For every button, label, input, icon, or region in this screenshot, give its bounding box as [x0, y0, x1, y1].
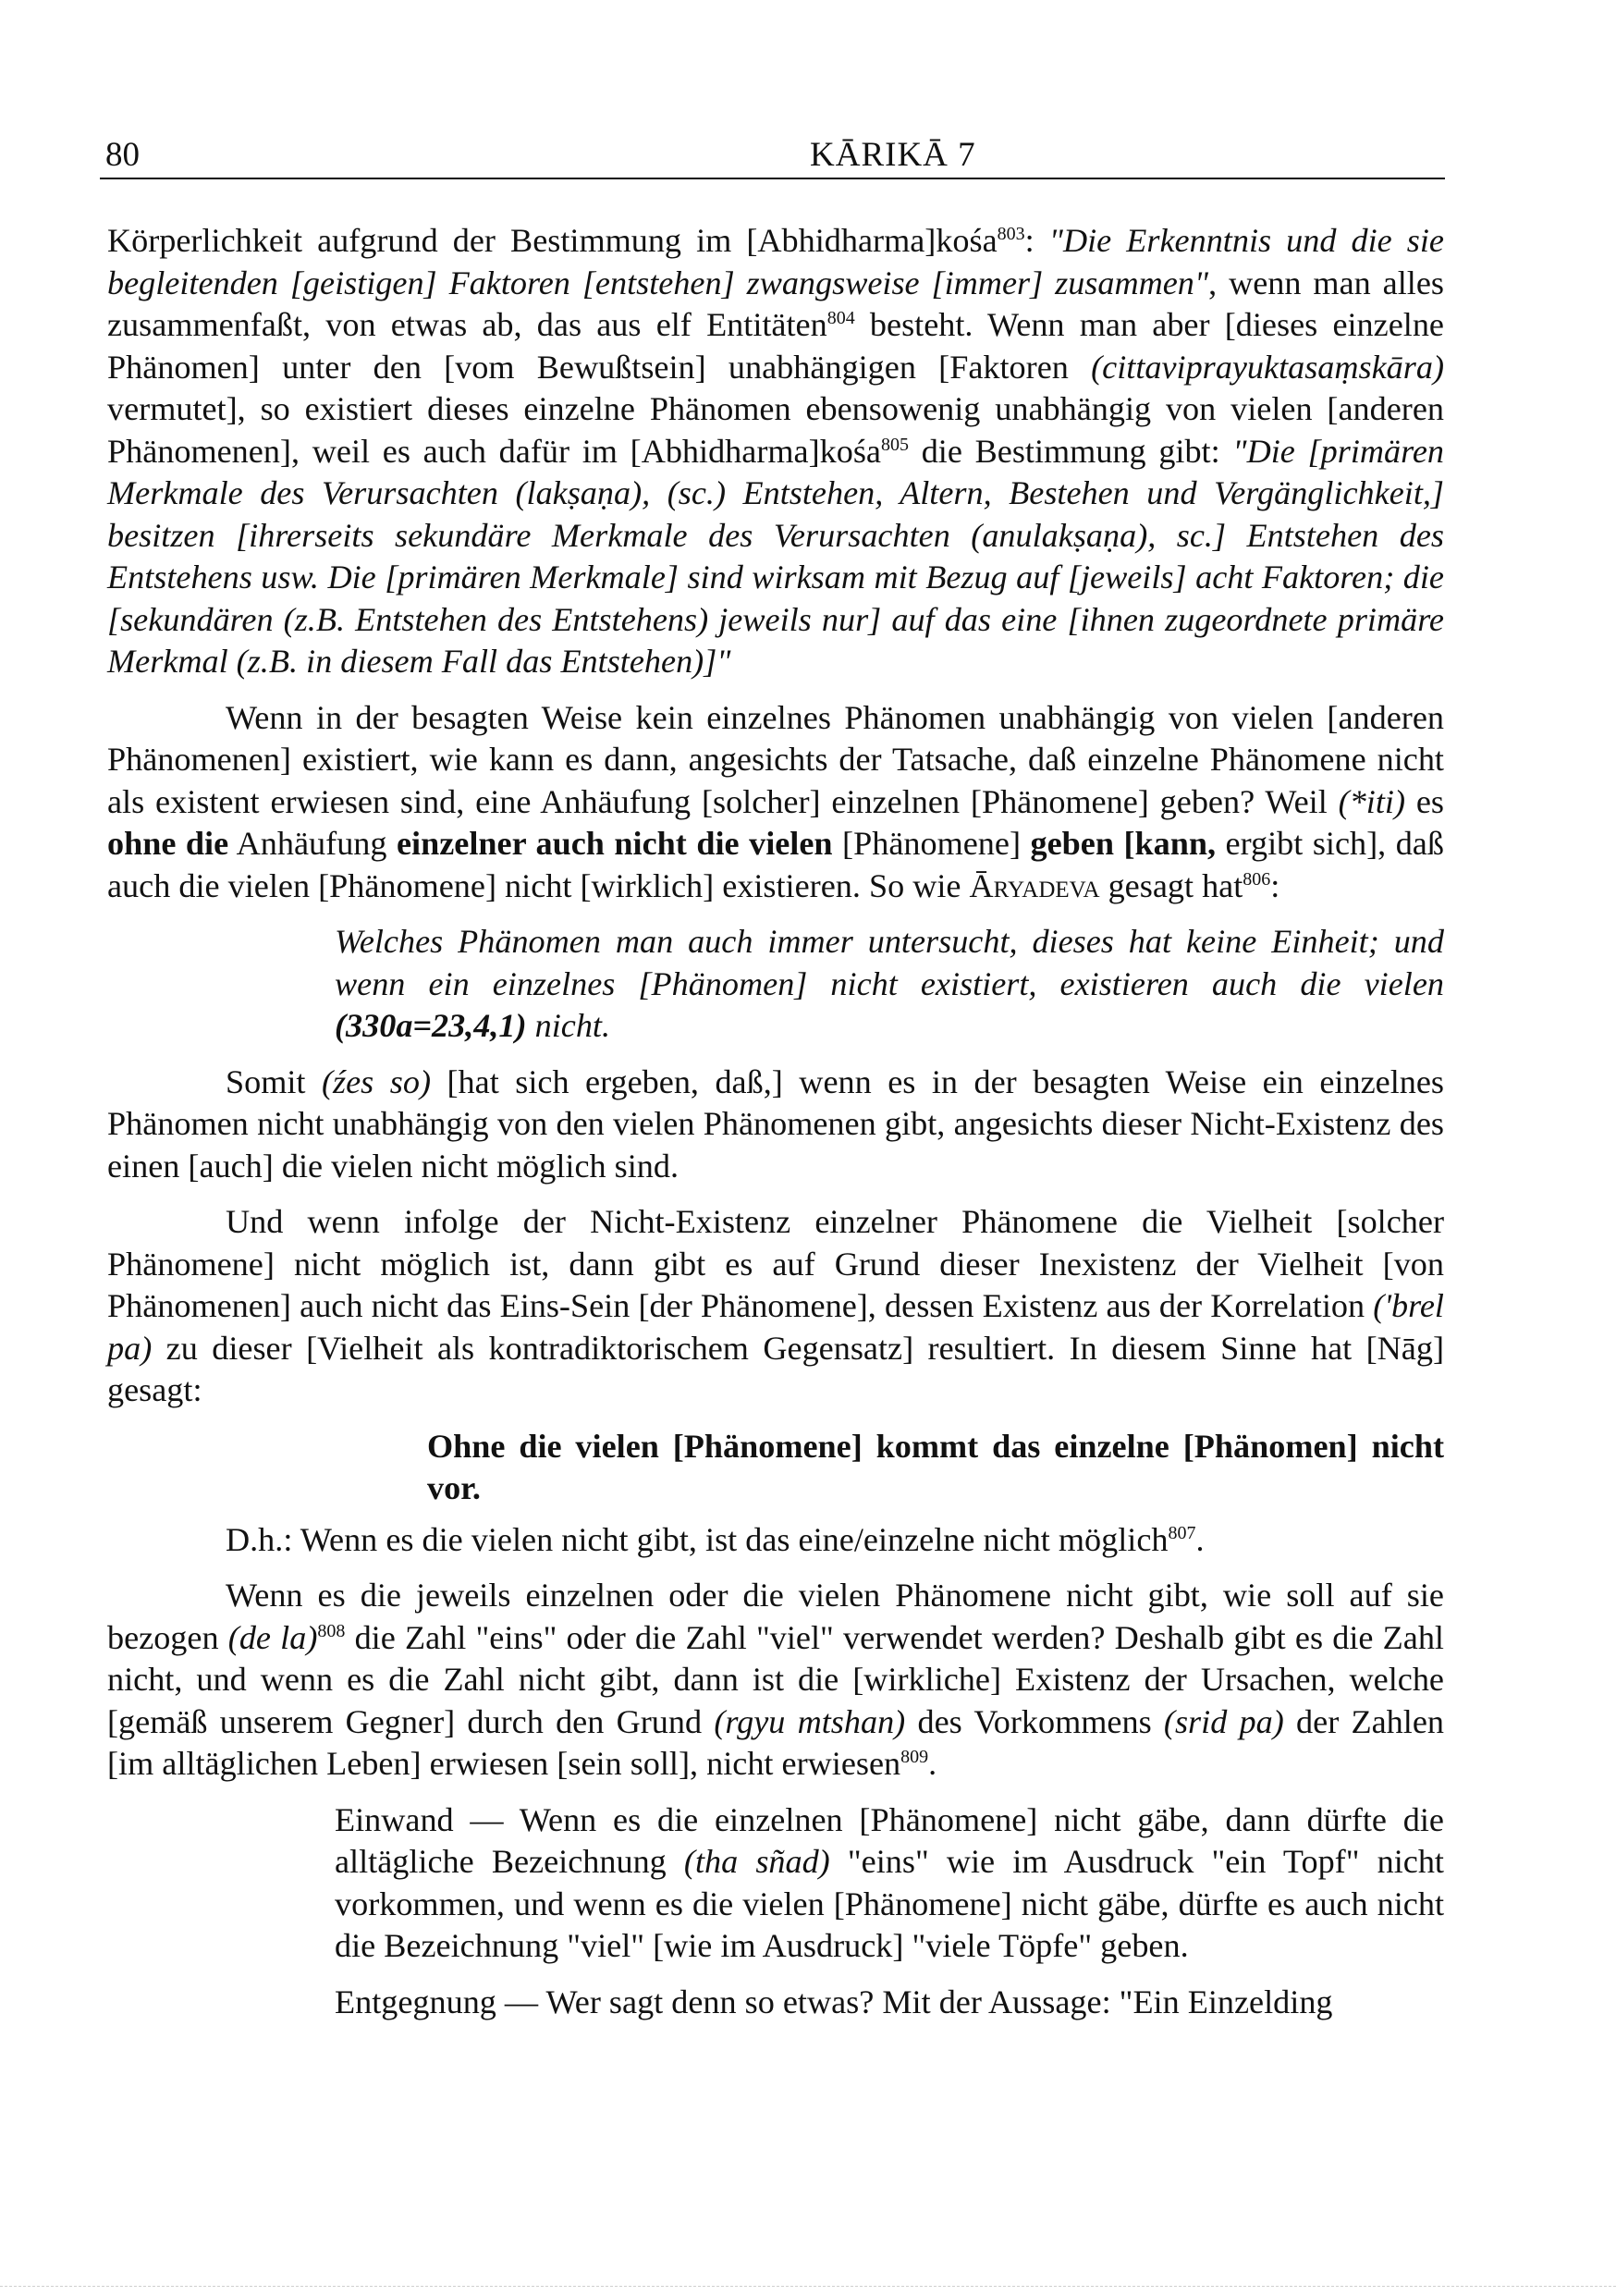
text-segment: (330a=23,4,1)	[335, 1007, 527, 1044]
text-segment: Welches Phänomen man auch immer untersucht, dieses hat keine Einheit; und wenn ein einzelnes [Phänomen] nicht existiert, existieren auch die vielen	[335, 923, 1444, 1002]
text-segment: die Zahl "eins" oder die Zahl "viel" verwendet werden? Deshalb gibt es die Zahl nicht, und wenn es die Zahl nicht gibt, dann ist die [wirkliche] Existenz der Ursachen, welche [gemäß unserem Gegner] durch den Grund	[107, 1618, 1444, 1740]
text-segment: besteht. Wenn man aber [dieses einzelne Phänomen] unter den [vom Bewußtsein] unabhängigen [Faktoren	[107, 306, 1444, 386]
text-segment: Anhäufung	[228, 825, 397, 862]
text-segment: einzelner auch nicht die vielen	[396, 825, 833, 862]
footnote-ref: 807	[1168, 1522, 1196, 1543]
text-segment: zu dieser [Vielheit als kontradiktorischem Gegensatz] resultiert. In diesem Sinne hat [Nāg] gesagt:	[107, 1329, 1444, 1408]
text-segment: :	[1270, 866, 1280, 904]
text-segment: (cittaviprayuktasaṃskāra)	[1091, 348, 1444, 386]
text-segment: Wenn in der besagten Weise kein einzelnes Phänomen unabhängig von vielen [anderen Phänomenen] existiert, wie kann es dann, angesichts der Tatsache, daß einzelne Phänomene nicht als existent erwiesen sind, eine Anhäufung [solcher] einzelnen [Phänomene] geben? Weil	[107, 698, 1444, 820]
paragraph	[107, 1062, 1444, 1188]
paragraph	[107, 1575, 1444, 1786]
objection-paragraph	[335, 1799, 1444, 1968]
text-segment: (źes so)	[321, 1062, 431, 1100]
footnote-ref: 806	[1243, 868, 1271, 890]
text-segment: gesagt hat	[1099, 866, 1243, 904]
text-segment: (rgyu mtshan)	[714, 1702, 906, 1740]
text-segment: vermutet], so existiert dieses einzelne Phänomen ebensowenig unabhängig von vielen [anderen Phänomenen], weil es auch dafür im [Abhidharma]kośa	[107, 390, 1444, 470]
paragraph	[107, 220, 1444, 683]
text-segment: es	[1405, 782, 1444, 820]
reply-paragraph	[335, 1982, 1444, 2024]
text-segment: ('brel pa)	[107, 1287, 1444, 1367]
text-segment: (de la)	[227, 1618, 318, 1656]
text-segment: Entgegnung — Wer sagt denn so etwas? Mit der Aussage: "Ein Einzelding	[335, 1983, 1333, 2020]
text-segment: .	[1195, 1520, 1205, 1558]
text-segment: [Phänomene]	[832, 825, 1031, 862]
text-segment: geben [kann,	[1030, 825, 1217, 862]
text-segment: "Die Erkenntnis und die sie begleitenden [geistigen] Faktoren [entstehen] zwangsweise [immer] zusammen"	[107, 222, 1444, 301]
text-segment: .	[928, 1745, 937, 1782]
text-segment: (*iti)	[1338, 782, 1405, 820]
paragraph	[107, 1201, 1444, 1412]
text-segment: Und wenn infolge der Nicht-Existenz einzelner Phänomene die Vielheit [solcher Phänomene] nicht möglich ist, dann gibt es auf Grund dieser Inexistenz der Vielheit [von Phänomenen] auch nicht das Eins-Sein [der Phänomene], dessen Existenz aus der Korrelation	[107, 1203, 1444, 1324]
running-title: KĀRIKĀ 7	[810, 136, 976, 174]
footnote-ref: 809	[900, 1746, 929, 1767]
text-segment: D.h.: Wenn es die vielen nicht gibt, ist das eine/einzelne nicht möglich	[226, 1520, 1169, 1558]
text-segment: (srid pa)	[1163, 1702, 1284, 1740]
text-segment: (tha sñad)	[683, 1843, 830, 1880]
body-text	[107, 220, 1444, 2023]
text-segment: [hat sich ergeben, daß,] wenn es in der besagten Weise ein einzelnes Phänomen nicht unabhängig von den vielen Phänomenen gibt, angesichts dieser Nicht-Existenz des einen [auch] die vielen nicht möglich sind.	[107, 1062, 1444, 1185]
text-segment: Ohne die vielen [Phänomene] kommt das einzelne [Phänomen] nicht vor.	[427, 1427, 1444, 1506]
page-header	[100, 129, 1445, 179]
footnote-ref: 805	[880, 434, 909, 455]
footnote-ref: 804	[826, 307, 855, 328]
block-quote	[427, 1426, 1444, 1510]
paragraph	[107, 697, 1444, 908]
text-segment: "Die [primären Merkmale des Verursachten (lakṣaṇa), (sc.) Entstehen, Altern, Bestehen und Vergänglichkeit,] besitzen [ihrerseits sekundäre Merkmale des Verursachten (anulakṣaṇa), sc.] Entstehen des Entstehens usw. Die [primären Merkmale] sind wirksam mit Bezug auf [jeweils] acht Faktoren; die [sekundären (z.B. Entstehen des Entstehens) jeweils nur] auf das eine [ihnen zugeordnete primäre Merkmal (z.B. in diesem Fall das Entstehen)]"	[107, 432, 1444, 680]
text-segment: Somit	[226, 1062, 322, 1100]
text-segment: , wenn man alles zusammenfaßt, von etwas ab, das aus elf Entitäten	[107, 264, 1444, 343]
text-segment: Wenn es die jeweils einzelnen oder die vielen Phänomene nicht gibt, wie soll auf sie bezogen	[107, 1577, 1444, 1656]
text-segment: :	[1024, 222, 1049, 259]
scan-border	[0, 2286, 1616, 2296]
text-segment: ergibt sich], daß auch die vielen [Phänomene] nicht [wirklich] existieren. So wie	[107, 825, 1444, 904]
text-segment: ohne die	[107, 825, 229, 862]
block-quote	[335, 921, 1444, 1048]
page-number: 80	[105, 136, 140, 174]
text-segment: nicht.	[526, 1007, 611, 1044]
text-segment: Einwand — Wenn es die einzelnen [Phänomene] nicht gäbe, dann dürfte die alltägliche Bezeichnung	[335, 1800, 1444, 1880]
footnote-ref: 808	[317, 1620, 346, 1641]
text-segment: Körperlichkeit aufgrund der Bestimmung im [Abhidharma]kośa	[107, 222, 998, 259]
text-segment: der Zahlen [im alltäglichen Leben] erwiesen [sein soll], nicht erwiesen	[107, 1702, 1444, 1782]
text-segment: Āryadeva	[969, 866, 1100, 904]
paragraph	[107, 1519, 1444, 1562]
footnote-ref: 803	[997, 223, 1025, 244]
text-segment: "eins" wie im Ausdruck "ein Topf" nicht vorkommen, und wenn es die vielen [Phänomene] nicht gäbe, dürfte es auch nicht die Bezeichnung "viel" [wie im Ausdruck] "viele Töpfe" geben.	[335, 1843, 1444, 1964]
text-segment: die Bestimmung gibt:	[908, 432, 1233, 470]
text-segment: des Vorkommens	[905, 1702, 1164, 1740]
